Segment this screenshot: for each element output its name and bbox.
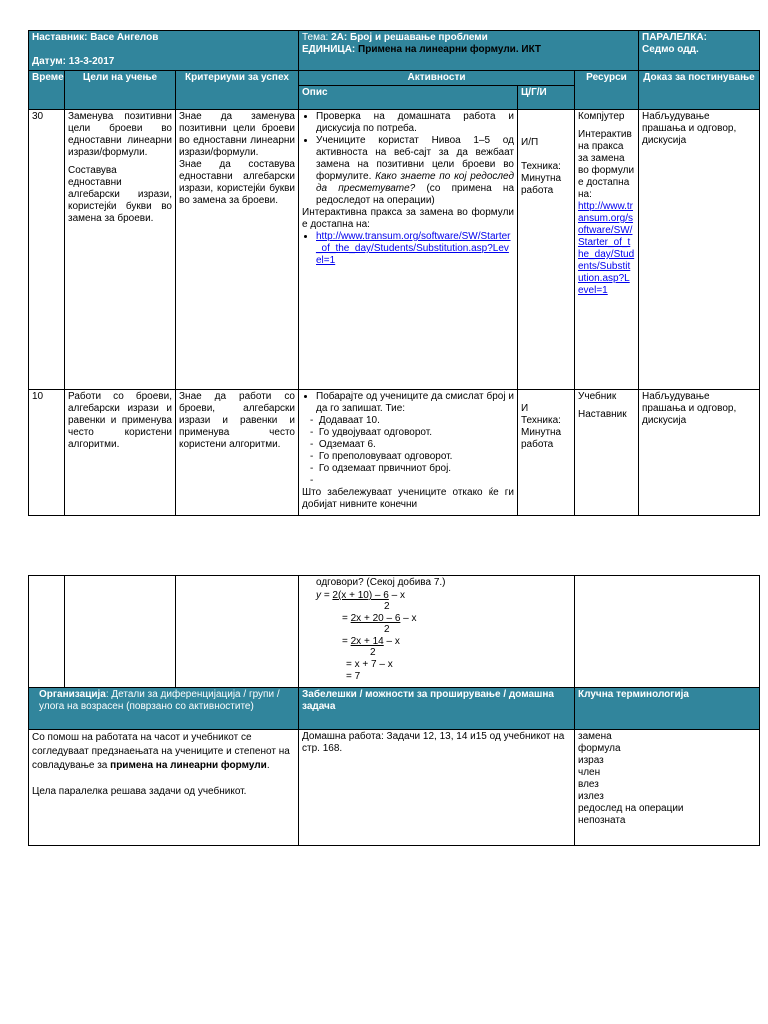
terminology-item: замена: [578, 731, 612, 742]
terminology-item: редослед на операции: [578, 803, 684, 814]
cont-goals: [65, 576, 176, 688]
org-text: : Детали за диференцијација / групи / улога на возрасен (поврзано со активностите): [39, 689, 280, 712]
terminology-header: Клучна терминологија: [575, 688, 760, 730]
col-resources-header: Ресурси: [575, 71, 639, 110]
eq2-lhs: =: [342, 613, 348, 624]
theme-value: 2А: Број и решавање проблеми: [331, 32, 488, 43]
terminology-item: непозната: [578, 815, 626, 826]
row2-step: [310, 475, 514, 487]
row1-description: [299, 110, 518, 390]
row1-evidence: Набљудување прашања и одговор, дискусија: [639, 110, 760, 390]
terminology-item: влез: [578, 779, 599, 790]
row2-description: [299, 390, 518, 516]
row2-criteria: Знае да работи со броеви, алгебарски изрази и равенки и применува често користени алгоритми.: [176, 390, 299, 516]
organization-body: Со помош на работата на часот и учебникот се согледуваат предзнаењата на учениците и степенот на совладување за примена на линеарни формули. Цела паралелка решава задачи од учебникот.: [29, 730, 299, 846]
teacher-date-cell: [29, 31, 299, 71]
lesson-plan-table: [28, 30, 760, 516]
row2-steps-list: [302, 415, 514, 487]
terminology-item: излез: [578, 791, 604, 802]
unit-value: Примена на линеарни формули. ИКТ: [358, 44, 542, 55]
homework-cell: Домашна работа: Задачи 12, 13, 14 и15 од учебникот на стр. 168.: [299, 730, 575, 846]
cont-line1: одговори? (Секој добива 7.): [316, 577, 446, 588]
terminology-item: член: [578, 767, 601, 778]
row2-bullet: • Побарајте од учениците да смислат број и да го запишат. Тие:: [316, 391, 514, 415]
col-activities-header: Активности: [299, 71, 575, 86]
row2-grouping-value: И: [521, 403, 529, 414]
row1-criteria-a: Знае да заменува позитивни цели броеви во едноставни линеарни изрази/формули.: [179, 111, 295, 158]
theme-unit-cell: [299, 31, 639, 71]
terminology-cell: [575, 730, 760, 846]
theme-label: Тема:: [302, 32, 329, 43]
eq1-rest: – x: [391, 590, 405, 601]
org-body-bold: примена на линеарни формули: [110, 760, 267, 771]
col-time-header: Време: [29, 71, 65, 110]
teacher-name: Наставник: Васе Ангелов: [32, 32, 159, 43]
eq1-numerator: 2(x + 10) – 6: [332, 590, 389, 601]
class-value: Седмо одд.: [642, 44, 699, 55]
row2-resource-textbook: Учебник: [578, 391, 617, 402]
terminology-item: израз: [578, 755, 604, 766]
row1-criteria: [176, 110, 299, 390]
cont-time: [29, 576, 65, 688]
row1-goals: [65, 110, 176, 390]
row1-criteria-b: Знае да составува едноставни алгебарски изрази, користејќи букви во замена за броеви.: [179, 159, 295, 206]
col-evidence-header: Доказ за постинување: [639, 71, 760, 110]
row2-resource-teacher: Наставник: [578, 409, 627, 420]
class-cell: [639, 31, 760, 71]
eq2-denominator: 2: [384, 624, 390, 635]
cont-description: [299, 576, 575, 688]
row1-interactive-text: Интерактивна пракса за замена во формули е достапна на:: [302, 207, 514, 230]
row2-tail-text: Што забележуваат учениците откако ќе ги добијат нивните конечни: [302, 487, 514, 510]
row1-grouping-value: И/П: [521, 137, 539, 148]
row2-technique: Техника: Минутна работа: [521, 415, 562, 450]
row1-bullet-homework: • Проверка на домашната работа и дискусија по потреба.: [316, 111, 514, 135]
cont-criteria: [176, 576, 299, 688]
eq3-lhs: =: [342, 636, 348, 647]
col-criteria-header: Критериуми за успех: [176, 71, 299, 110]
row2-step: - Го удвојуваат одговорот.: [310, 427, 514, 439]
row1-resource-interactive: Интерактивна пракса за замена во формули е достапна на:: [578, 129, 635, 200]
row1-technique: Техника: Минутна работа: [521, 161, 562, 196]
class-label: ПАРАЛЕЛКА:: [642, 32, 707, 43]
row2-grouping: [518, 390, 575, 516]
lesson-date: Датум: 13-3-2017: [32, 56, 115, 67]
row1-resource-computer: Компјутер: [578, 111, 625, 122]
col-goals-header: Цели на учење: [65, 71, 176, 110]
eq4: = x + 7 – x: [346, 659, 393, 670]
org-label: Организација: [39, 689, 106, 700]
eq3-denominator: 2: [370, 647, 376, 658]
eq2-rest: – x: [403, 613, 417, 624]
eq1-lhs: y =: [316, 590, 330, 601]
terminology-item: формула: [578, 743, 621, 754]
row1-transum-link[interactable]: http://www.transum.org/software/SW/Starter_of_the_day/Students/Substitution.asp?Level=1: [316, 231, 511, 266]
eq3-numerator: 2x + 14: [350, 636, 384, 647]
terminology-list: [578, 731, 756, 827]
notes-header: Забелешки / можности за проширување / домашна задача: [299, 688, 575, 730]
row1-time: 30: [29, 110, 65, 390]
row2-step: - Го одземаат првичниот број.: [310, 463, 514, 475]
row2-goals: Работи со броеви, алгебарски изрази и равенки и применува често користени алгоритми.: [65, 390, 176, 516]
row1-goal-a: Заменува позитивни цели броеви во едноставни линеарни изрази/формули.: [68, 111, 172, 158]
eq2-numerator: 2x + 20 – 6: [350, 613, 401, 624]
row1-question: Како знаете по кој редослед да пресметувате?: [316, 171, 514, 194]
row2-step: - Го преполовуваат одговорот.: [310, 451, 514, 463]
eq1-denominator: 2: [384, 601, 390, 612]
org-body-a: Со помош на работата на часот и учебникот се согледуваат предзнаењата на учениците и степенот на совладување за: [32, 732, 290, 771]
col-description-header: Опис: [299, 86, 518, 110]
col-grouping-header: Ц/Г/И: [518, 86, 575, 110]
row2-step: - Одземаат 6.: [310, 439, 514, 451]
row2-time: 10: [29, 390, 65, 516]
row2-resources: [575, 390, 639, 516]
row1-goal-b: Составува едноставни алгебарски изрази, користејќи букви во замена за броеви.: [68, 165, 172, 224]
equation-block: [302, 577, 571, 685]
organization-header: [29, 688, 299, 730]
lesson-plan-continuation-table: [28, 575, 760, 846]
row1-grouping: [518, 110, 575, 390]
eq3-rest: – x: [386, 636, 400, 647]
row1-resource-link[interactable]: http://www.transum.org/software/SW/Starter_of_the_day/Students/Substitution.asp?Level=1: [578, 201, 635, 296]
row1-resources: [575, 110, 639, 390]
row1-bullet-practice: • Учениците користат Нивоа 1–5 од активноста на веб-сајт за да вежбаат замена на позитивни цели броеви во формулите. Како знаете по кој редослед да пресметувате? (со примена на редоследот на операции): [316, 135, 514, 207]
eq5: = 7: [346, 671, 361, 682]
row2-evidence: Набљудување прашања и одговор, дискусија: [639, 390, 760, 516]
row2-step: - Додаваат 10.: [310, 415, 514, 427]
unit-label: ЕДИНИЦА:: [302, 44, 356, 55]
cont-rest: [575, 576, 760, 688]
org-body-b: Цела паралелка решава задачи од учебникот.: [32, 786, 247, 797]
